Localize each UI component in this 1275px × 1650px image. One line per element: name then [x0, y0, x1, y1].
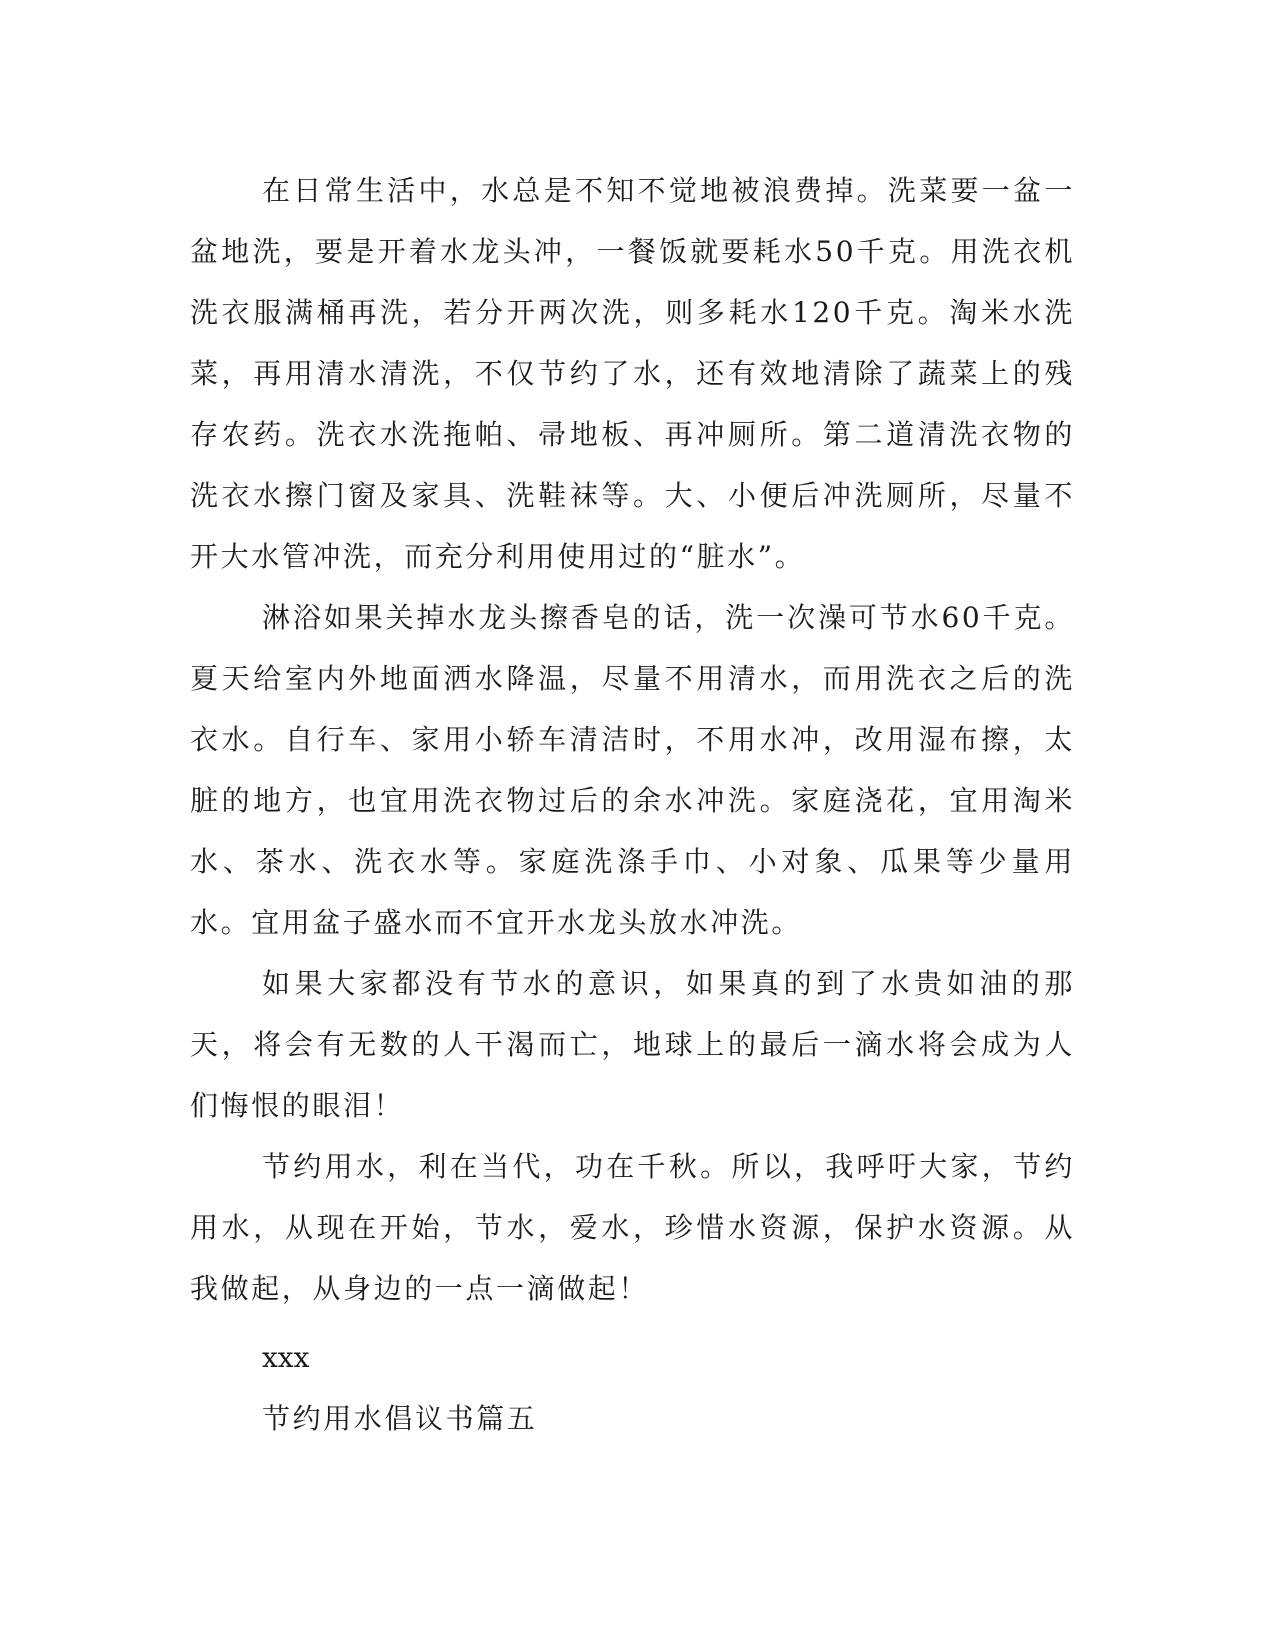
section-title: 节约用水倡议书篇五	[262, 1402, 538, 1435]
paragraph-4: 节约用水，利在当代，功在千秋。所以，我呼吁大家，节约用水，从现在开始，节水，爱水，珍惜水资源，保护水资源。从我做起，从身边的一点一滴做起！	[190, 1150, 1075, 1305]
paragraph-2: 淋浴如果关掉水龙头擦香皂的话，洗一次澡可节水60千克。夏天给室内外地面洒水降温，尽量不用清水，而用洗衣之后的洗衣水。自行车、家用小轿车清洁时，不用水冲，改用湿布擦，太脏的地方，也宜用洗衣物过后的余水冲洗。家庭浇花，宜用淘米水、茶水、洗衣水等。家庭洗涤手巾、小对象、瓜果等少量用水。宜用盆子盛水而不宜开水龙头放水冲洗。	[190, 601, 1075, 939]
paragraph-1: 在日常生活中，水总是不知不觉地被浪费掉。洗菜要一盆一盆地洗，要是开着水龙头冲，一餐饭就要耗水50千克。用洗衣机洗衣服满桶再洗，若分开两次洗，则多耗水120千克。淘米水洗菜，再用清水清洗，不仅节约了水，还有效地清除了蔬菜上的残存农药。洗衣水洗拖帕、帚地板、再冲厕所。第二道清洗衣物的洗衣水擦门窗及家具、洗鞋袜等。大、小便后冲洗厕所，尽量不开大水管冲洗，而充分利用使用过的“脏水”。	[190, 174, 1075, 573]
paragraph-3: 如果大家都没有节水的意识，如果真的到了水贵如油的那天，将会有无数的人干渴而亡，地球上的最后一滴水将会成为人们悔恨的眼泪！	[190, 967, 1075, 1122]
document-body	[190, 160, 1075, 1449]
signature: xxx	[262, 1341, 310, 1374]
